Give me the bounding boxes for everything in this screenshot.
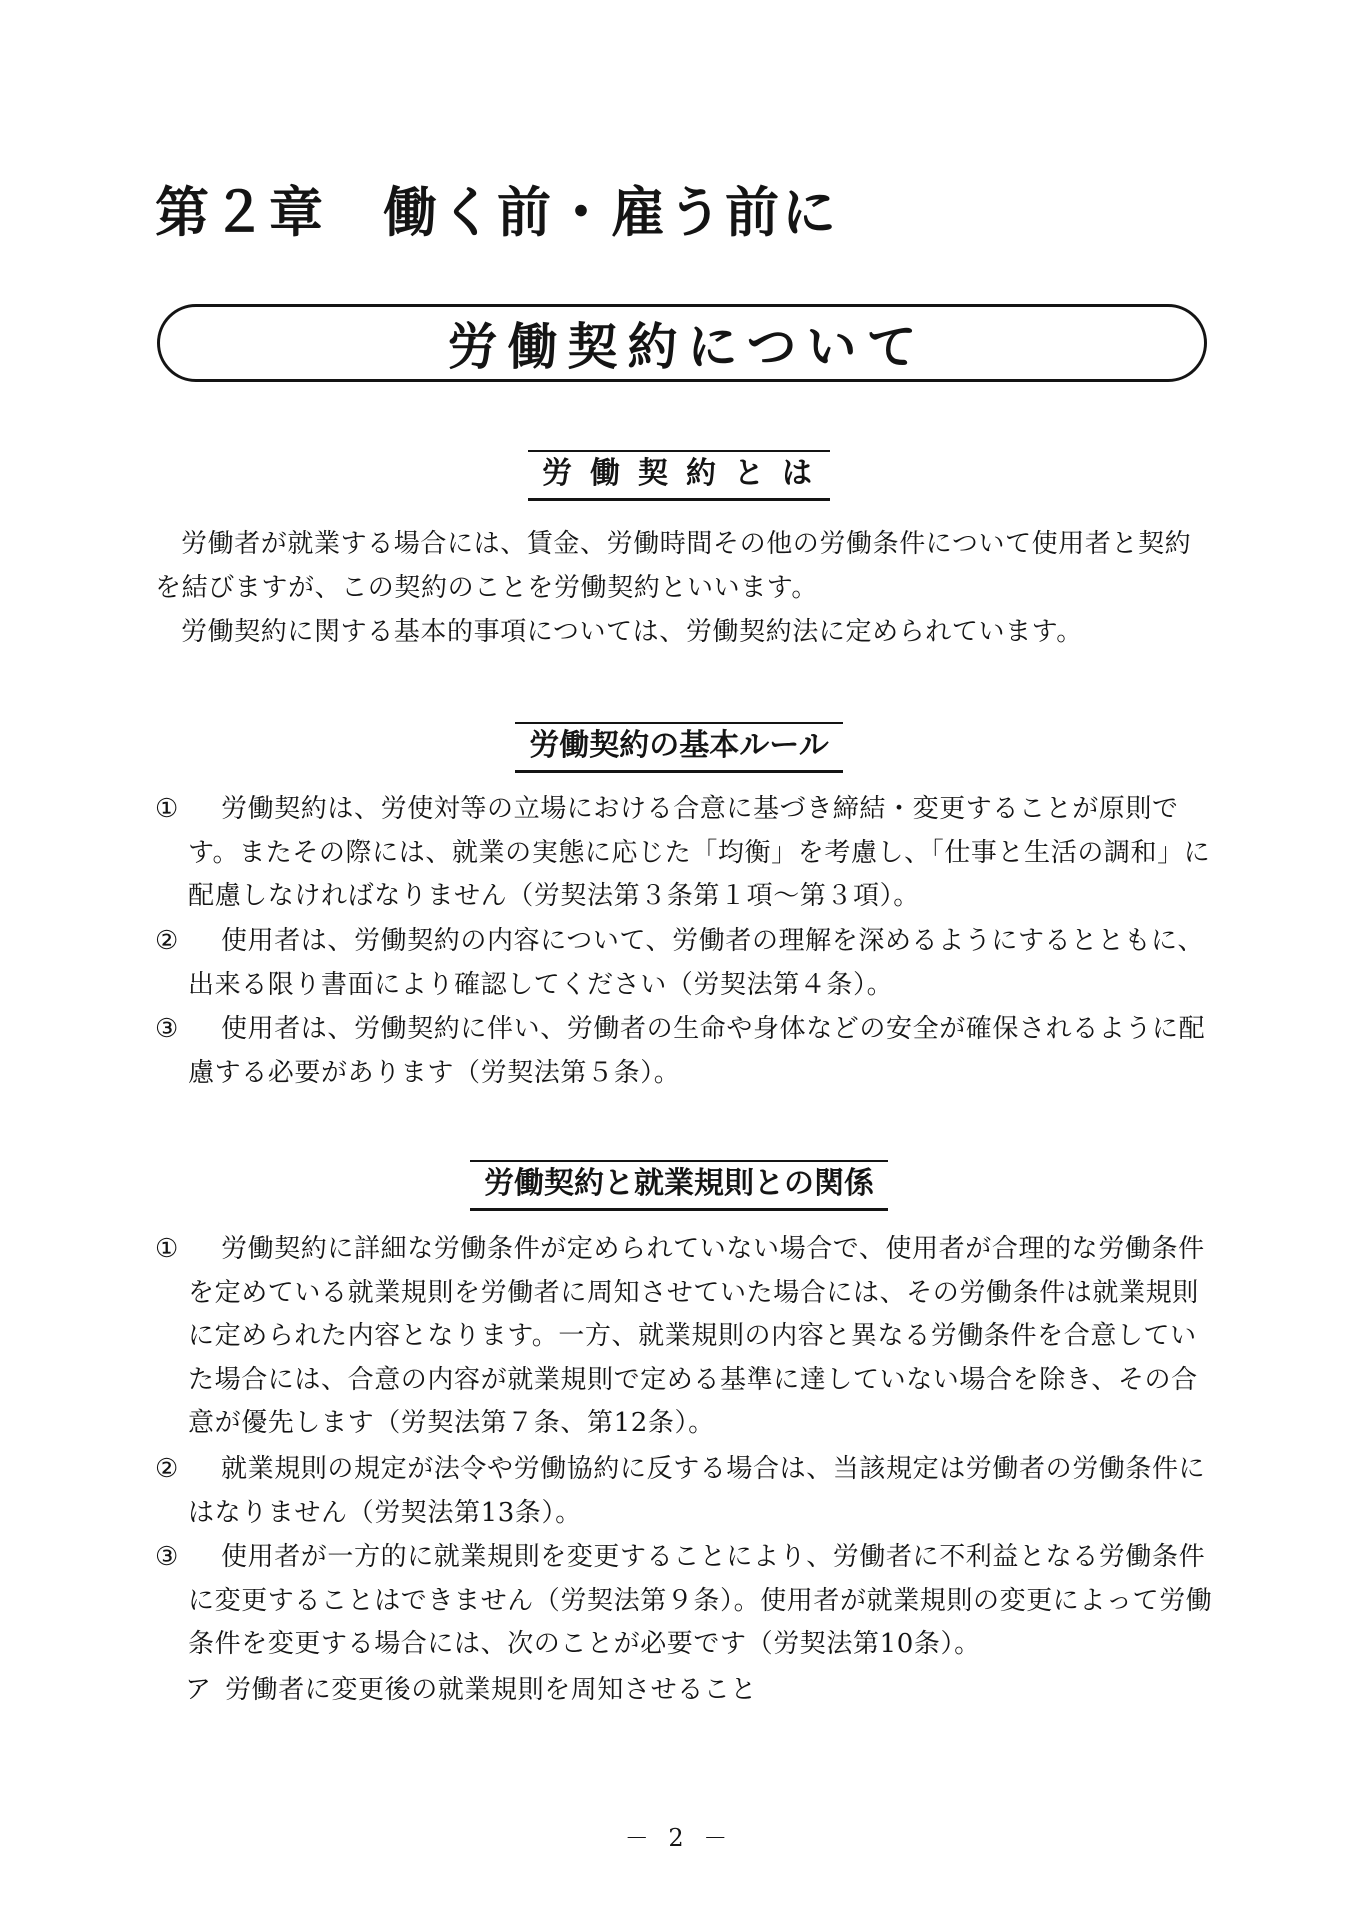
section-heading-text: 労働契約と就業規則との関係 [470, 1160, 888, 1211]
sub-list-item [185, 1668, 1215, 1712]
list-item [155, 1228, 1215, 1446]
item-text: 労働契約に詳細な労働条件が定められていない場合で、使用者が合理的な労働条件を定めている就業規則を労働者に周知させていた場合には、その労働条件は就業規則に定められた内容となります。一方、就業規則の内容と異なる労働条件を合意していた場合には、合意の内容が就業規則で定める基準に達していない場合を除き、その合意が優先します（労契法第７条、第12条）。 [188, 1234, 1205, 1438]
banner-title: 労働契約について [447, 318, 927, 376]
item-text: 使用者は、労働契約の内容について、労働者の理解を深めるようにするとともに、出来る限り書面により確認してください（労契法第４条）。 [188, 926, 1205, 1000]
item-text: 就業規則の規定が法令や労働協約に反する場合は、当該規定は労働者の労働条件にはなりません（労契法第13条）。 [188, 1454, 1206, 1528]
section-banner [157, 304, 1207, 382]
item-text: 使用者は、労働契約に伴い、労働者の生命や身体などの安全が確保されるように配慮する必要があります（労契法第５条）。 [188, 1014, 1206, 1088]
section-heading-work-rules-relation [0, 1160, 1358, 1211]
chapter-title: 第２章 働く前・雇う前に [155, 181, 839, 244]
section-heading-text: 労働契約とは [528, 450, 830, 501]
subitem-text: 労働者に変更後の就業規則を周知させること [225, 1675, 758, 1705]
paragraph: 労働者が就業する場合には、賃金、労働時間その他の労働条件について使用者と契約を結びますが、この契約のことを労働契約といいます。 [155, 529, 1192, 603]
list-item [155, 920, 1215, 1007]
item-number: ② [155, 1454, 179, 1484]
item-number: ② [155, 926, 179, 956]
subitem-marker: ア [185, 1675, 212, 1705]
item-number: ① [155, 794, 179, 824]
page-number: － 2 － [624, 1824, 734, 1852]
item-number: ③ [155, 1014, 179, 1044]
list-item [155, 1008, 1215, 1095]
paragraph: 労働契約に関する基本的事項については、労働契約法に定められています。 [181, 617, 1083, 647]
list-item [155, 1448, 1215, 1535]
section-heading-text: 労働契約の基本ルール [515, 722, 842, 773]
section-heading-basic-rules [0, 722, 1358, 773]
list-item [155, 1536, 1215, 1667]
item-text: 使用者が一方的に就業規則を変更することにより、労働者に不利益となる労働条件に変更することはできません（労契法第９条）。使用者が就業規則の変更によって労働条件を変更する場合には、次のことが必要です（労契法第10条）。 [188, 1542, 1213, 1659]
item-text: 労働契約は、労使対等の立場における合意に基づき締結・変更することが原則です。またその際には、就業の実態に応じた「均衡」を考慮し、「仕事と生活の調和」に配慮しなければなりません（労契法第３条第１項～第３項）。 [188, 794, 1211, 911]
section-heading-definition [0, 450, 1358, 501]
item-number: ① [155, 1234, 179, 1264]
list-item [155, 788, 1215, 919]
item-number: ③ [155, 1542, 179, 1572]
